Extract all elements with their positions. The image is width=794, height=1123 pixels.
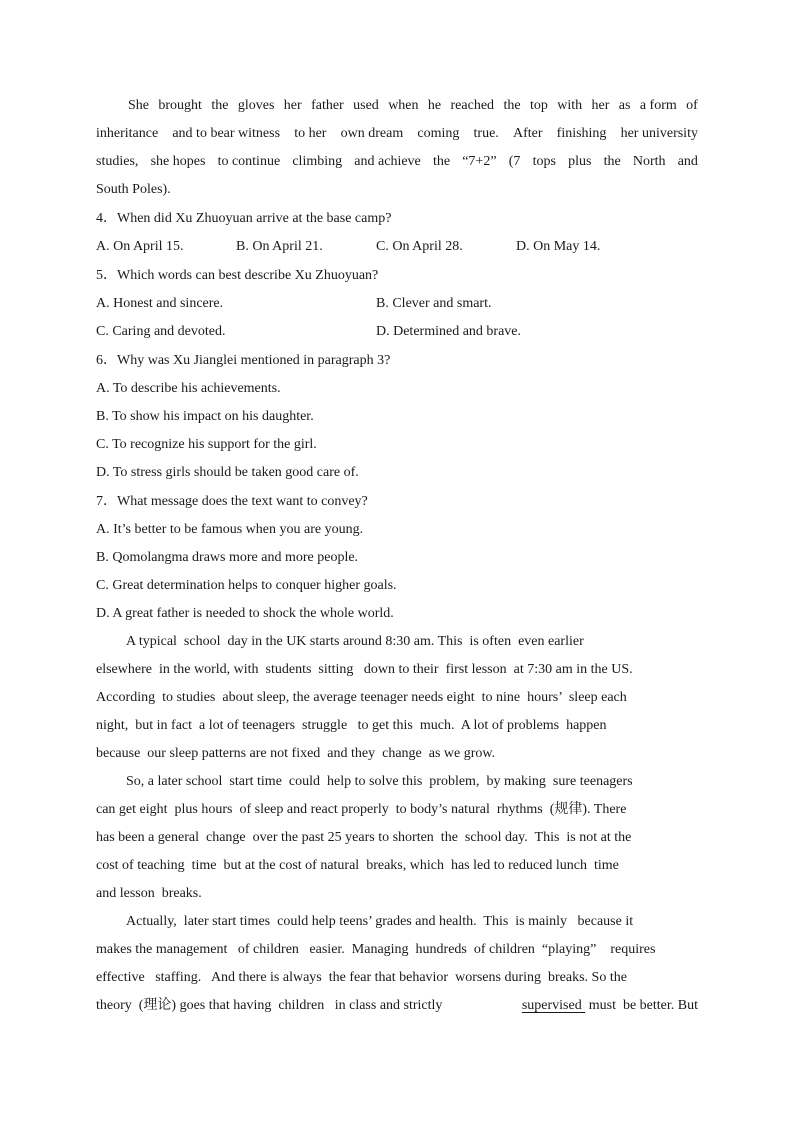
text-line (96, 768, 698, 796)
word: climbing (292, 154, 343, 169)
text-segment: theory (理论) goes that having children in class and strictly (96, 998, 443, 1013)
word: as (618, 98, 631, 113)
text-line (96, 92, 698, 120)
question-stem: 7．What message does the text want to convey? (96, 494, 368, 509)
option-a: A. On April 15. (96, 239, 184, 254)
option-d: D. On May 14. (516, 239, 601, 254)
paragraph-3 (96, 908, 698, 1020)
option-d: D. To stress girls should be taken good care of. (96, 465, 359, 480)
question-5 (96, 262, 698, 346)
word: and lesson breaks. (96, 886, 202, 901)
text-line (96, 712, 698, 740)
word: (7 (508, 154, 521, 169)
word: father (311, 98, 344, 113)
word: the (603, 154, 621, 169)
option-c: C. Great determination helps to conquer higher goals. (96, 578, 397, 593)
option-d: D. A great father is needed to shock the whole world. (96, 606, 394, 621)
option-c: C. To recognize his support for the girl. (96, 437, 317, 452)
question-stem: 6．Why was Xu Jianglei mentioned in paragraph 3? (96, 353, 391, 368)
option-c: C. On April 28. (376, 239, 463, 254)
question-list (96, 205, 698, 628)
word: with (557, 98, 583, 113)
word: brought (158, 98, 202, 113)
word: Actually, later start times could help teens’ grades and health. This is mainly because it (126, 914, 634, 929)
word: top (529, 98, 548, 113)
question-4 (96, 205, 698, 261)
word: a form (639, 98, 677, 113)
text-line (96, 908, 698, 936)
word: she hopes (150, 154, 206, 169)
word: of (686, 98, 698, 113)
word: plus (568, 154, 592, 169)
word: the (432, 154, 451, 169)
text-line (96, 120, 698, 148)
word: and to bear witness (172, 126, 281, 141)
text-line (96, 824, 698, 852)
word: South Poles). (96, 182, 171, 197)
word: After (512, 126, 543, 141)
option-b: B. Qomolangma draws more and more people. (96, 550, 359, 565)
passage-b (96, 628, 698, 1020)
option-row (96, 318, 698, 346)
word: reached (450, 98, 495, 113)
text-line (96, 684, 698, 712)
word: coming (417, 126, 460, 141)
option-row (96, 290, 698, 318)
text-line (96, 964, 698, 992)
word: inheritance (96, 126, 159, 141)
word: So, a later school start time could help to solve this problem, by making sure teenagers (126, 774, 633, 789)
word: when (388, 98, 419, 113)
word: can get eight plus hours of sleep and react properly to body’s natural rhythms (规律). There (96, 802, 627, 817)
word: night, but in fact a lot of teenagers struggle to get this much. A lot of problems happen (96, 718, 607, 733)
word: the (211, 98, 229, 113)
option-b: B. To show his impact on his daughter. (96, 409, 314, 424)
question-6 (96, 347, 698, 487)
word: and (677, 154, 698, 169)
option-b: B. On April 21. (236, 239, 323, 254)
option-a: A. Honest and sincere. (96, 296, 224, 311)
paragraph-1 (96, 628, 698, 768)
text-line (96, 628, 698, 656)
word: to her (294, 126, 327, 141)
text-segment: must be better. But (588, 998, 698, 1013)
word: her (591, 98, 610, 113)
option-row (96, 233, 698, 261)
text-line (96, 992, 698, 1020)
word: gloves (237, 98, 275, 113)
word: studies, (96, 154, 139, 169)
word: and achieve (354, 154, 421, 169)
word: makes the management of children easier. Managing hundreds of children “playing” requires (96, 942, 656, 957)
word: he (427, 98, 442, 113)
text-line (96, 936, 698, 964)
question-stem: 5．Which words can best describe Xu Zhuoyuan? (96, 268, 379, 283)
option-a: A. It’s better to be famous when you are young. (96, 522, 364, 537)
text-line (96, 656, 698, 684)
option-d: D. Determined and brave. (376, 324, 521, 339)
word: used (353, 98, 379, 113)
option-c: C. Caring and devoted. (96, 324, 226, 339)
question-7 (96, 488, 698, 628)
word: true. (473, 126, 499, 141)
paragraph-2 (96, 768, 698, 908)
word: because our sleep patterns are not fixed and they change as we grow. (96, 746, 496, 761)
word: to continue (217, 154, 281, 169)
text-line (96, 796, 698, 824)
word: “7+2” (462, 154, 497, 169)
question-stem: 4．When did Xu Zhuoyuan arrive at the base camp? (96, 211, 392, 226)
word: cost of teaching time but at the cost of natural breaks, which has led to reduced lunch time (96, 858, 619, 873)
text-line (96, 740, 698, 768)
word: tops (532, 154, 556, 169)
text-line (96, 852, 698, 880)
passage-a-ending (96, 92, 698, 204)
underlined-word: supervised (521, 998, 586, 1013)
option-a: A. To describe his achievements. (96, 381, 281, 396)
word: finishing (556, 126, 607, 141)
text-line (96, 176, 698, 204)
word: her (283, 98, 302, 113)
word: the (503, 98, 521, 113)
text-line (96, 880, 698, 908)
word: own dream (340, 126, 404, 141)
word: her university (620, 126, 698, 141)
word: A typical school day in the UK starts around 8:30 am. This is often even earlier (126, 634, 584, 649)
word: North (632, 154, 666, 169)
word: has been a general change over the past 25 years to shorten the school day. This is not at the (96, 830, 632, 845)
text-line (96, 148, 698, 176)
word: effective staffing. And there is always the fear that behavior worsens during breaks. So the (96, 970, 627, 985)
option-b: B. Clever and smart. (376, 296, 492, 311)
document-body (96, 92, 698, 1020)
word: She (128, 98, 149, 113)
word: According to studies about sleep, the average teenager needs eight to nine hours’ sleep each (96, 690, 627, 705)
word: elsewhere in the world, with students sitting down to their first lesson at 7:30 am in the US. (96, 662, 633, 677)
